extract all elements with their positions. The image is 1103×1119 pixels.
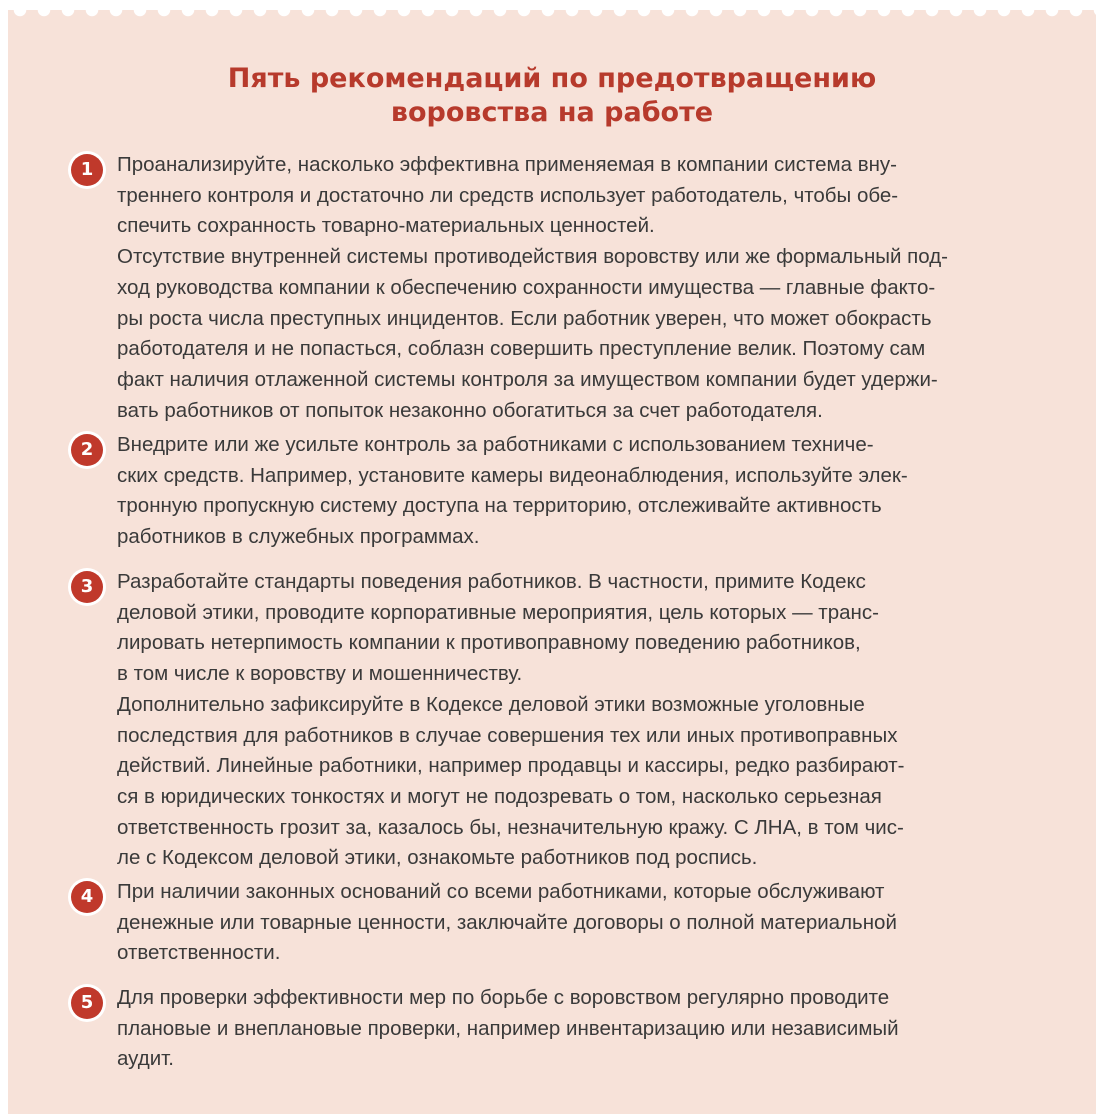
number-badge-4: 4 [71,881,103,913]
text-line: Внедрите или же усильте контроль за работниками с использованием техниче- [117,433,874,456]
recommendation-text-5 [117,983,1047,1075]
text-line: лировать нетерпимость компании к противоправному поведению работников, [117,631,861,655]
text-line: ответственности. [117,941,281,965]
text-line: При наличии законных оснований со всеми работниками, которые обслуживают [117,880,885,903]
text-line: работодателя и не попасться, соблазн совершить преступление велик. Поэтому сам [117,337,926,361]
text-line: спечить сохранность товарно-материальных ценностей. [117,214,655,238]
recommendation-text-4 [117,877,1047,969]
text-line: ле с Кодексом деловой этики, ознакомьте работников под роспись. [117,846,758,870]
text-line: деловой этики, проводите корпоративные мероприятия, цель которых — транс- [117,600,879,624]
text-line: плановые и внеплановые проверки, например инвентаризацию или независимый [117,1016,899,1040]
text-line: Дополнительно зафиксируйте в Кодексе деловой этики возможные уголовные [117,692,865,716]
recommendation-text-3 [117,567,1047,874]
text-line: в том числе к воровству и мошенничеству. [117,662,523,686]
recommendations-card [8,10,1096,1114]
text-line: тронную пропускную систему доступа на территорию, отслеживайте активность [117,494,882,518]
text-line: последствия для работников в случае совершения тех или иных противоправных [117,723,898,747]
number-badge-2: 2 [71,434,103,466]
title-line-2: воровства на работе [390,97,714,128]
title-line-1: Пять рекомендаций по предотвращению [227,63,877,94]
text-line: денежные или товарные ценности, заключайте договоры о полной материальной [117,910,897,934]
text-line: ских средств. Например, установите камеры видеонаблюдения, используйте элек- [117,463,908,487]
text-line: ся в юридических тонкостях и могут не подозревать о том, насколько серьезная [117,784,882,808]
text-line: ры роста числа преступных инцидентов. Если работник уверен, что может обокрасть [117,306,932,330]
text-line: треннего контроля и достаточно ли средств использует работодатель, чтобы обе- [117,183,899,207]
page-title [8,62,1096,130]
text-line: факт наличия отлаженной системы контроля за имуществом компании будет удержи- [117,367,938,391]
text-line: действий. Линейные работники, например продавцы и кассиры, редко разбирают- [117,754,905,778]
text-line: Для проверки эффективности мер по борьбе с воровством регулярно проводите [117,986,890,1009]
text-line: работников в служебных программах. [117,525,480,549]
text-line: Разработайте стандарты поведения работников. В частности, примите Кодекс [117,570,866,593]
recommendation-text-1 [117,150,1047,426]
text-line: ход руководства компании к обеспечению сохранности имущества — главные факто- [117,275,936,299]
text-line: ответственность грозит за, казалось бы, незначительную кражу. С ЛНА, в том чис- [117,815,904,839]
perforated-edge [8,10,1096,20]
text-line: вать работников от попыток незаконно обогатиться за счет работодателя. [117,398,823,422]
text-line: аудит. [117,1047,174,1071]
number-badge-1: 1 [71,154,103,186]
text-line: Отсутствие внутренней системы противодействия воровству или же формальный под- [117,245,948,269]
recommendation-text-2 [117,430,1047,553]
text-line: Проанализируйте, насколько эффективна применяемая в компании система вну- [117,153,898,176]
number-badge-5: 5 [71,987,103,1019]
number-badge-3: 3 [71,571,103,603]
